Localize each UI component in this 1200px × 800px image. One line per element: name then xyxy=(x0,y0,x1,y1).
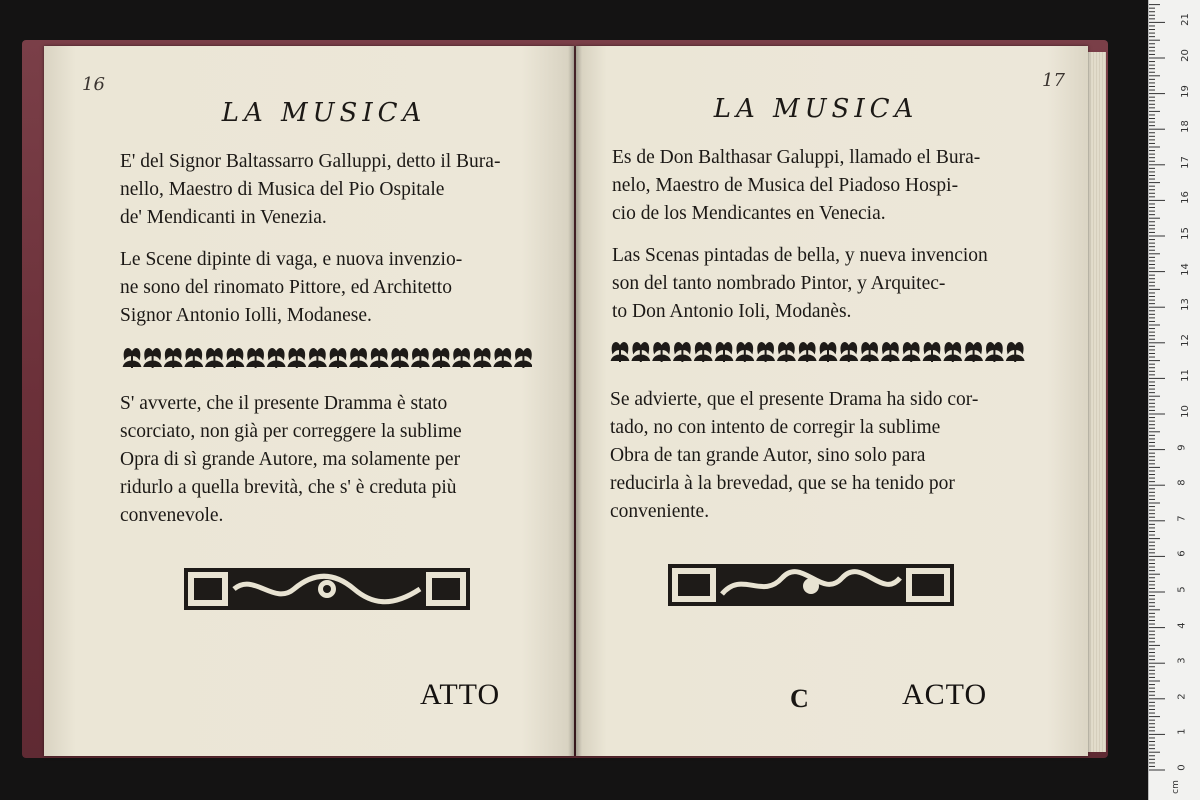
left-paragraph-2: Le Scene dipinte di vaga, e nuova invenzio- ne sono del rinomato Pittore, ed Architetto Signor Antonio Iolli, Modanese. xyxy=(120,249,463,326)
fleuron-icon xyxy=(145,349,161,368)
fleuron-icon xyxy=(227,349,243,368)
ruler-ticks xyxy=(1149,0,1200,800)
ruler-number: 20 xyxy=(1179,49,1191,62)
ruler-number: 11 xyxy=(1179,369,1191,383)
ruler-number: 3 xyxy=(1176,657,1188,664)
fleuron-icon xyxy=(799,343,815,362)
ruler-number: 2 xyxy=(1176,693,1188,700)
left-page xyxy=(44,46,574,756)
tailpiece-ornament xyxy=(668,564,954,606)
fleuron-icon xyxy=(654,343,670,362)
fleuron-icon xyxy=(289,349,305,368)
ruler-number: 12 xyxy=(1179,333,1191,347)
fleuron-icon xyxy=(454,349,470,368)
fleuron-rule xyxy=(122,344,532,370)
fleuron-icon xyxy=(474,349,490,368)
fleuron-icon xyxy=(495,349,511,368)
fleuron-icon xyxy=(737,343,753,362)
fleuron-icon xyxy=(903,343,919,362)
fleuron-icon xyxy=(412,349,428,368)
right-page-number: 17 xyxy=(1042,70,1065,91)
ruler-number: 21 xyxy=(1179,13,1191,27)
fleuron-icon xyxy=(351,349,367,368)
left-heading: LA MUSICA xyxy=(221,98,427,128)
ruler-number: 17 xyxy=(1179,155,1191,169)
fleuron-icon xyxy=(966,343,982,362)
ruler-number: 13 xyxy=(1179,298,1191,312)
ruler-number: 1 xyxy=(1176,728,1188,736)
fleuron-rule xyxy=(610,338,1026,364)
fleuron-icon xyxy=(1007,343,1023,362)
fleuron-icon xyxy=(986,343,1002,362)
fleuron-icon xyxy=(695,343,711,362)
fleuron-icon xyxy=(186,349,202,368)
fleuron-icon xyxy=(862,343,878,362)
fleuron-icon xyxy=(433,349,449,368)
ruler-number: 16 xyxy=(1179,191,1191,205)
fleuron-icon xyxy=(945,343,961,362)
fleuron-icon xyxy=(124,349,140,368)
ruler-number: 6 xyxy=(1176,550,1188,558)
fleuron-icon xyxy=(248,349,264,368)
fleuron-icon xyxy=(633,343,649,362)
ruler-number: 5 xyxy=(1176,586,1188,593)
ruler-unit-label: cm xyxy=(1170,780,1181,794)
ruler-number: 19 xyxy=(1179,84,1191,98)
page-edges xyxy=(1088,52,1106,752)
fleuron-icon xyxy=(309,349,325,368)
fleuron-icon xyxy=(674,343,690,362)
ruler-number: 9 xyxy=(1176,443,1188,451)
right-paragraph-1: Es de Don Balthasar Galuppi, llamado el Bura- nelo, Maestro de Musica del Piadoso Hospi- cio de los Mendicantes en Venecia. xyxy=(612,147,981,224)
fleuron-icon xyxy=(924,343,940,362)
book-gutter xyxy=(568,46,582,756)
right-catchword: ACTO xyxy=(902,678,988,711)
right-page xyxy=(576,46,1088,756)
fleuron-icon xyxy=(716,343,732,362)
fleuron-icon xyxy=(392,349,408,368)
signature-mark: C xyxy=(790,684,809,713)
fleuron-icon xyxy=(268,349,284,368)
fleuron-icon xyxy=(165,349,181,368)
fleuron-icon xyxy=(515,349,531,368)
fleuron-icon xyxy=(841,343,857,362)
right-paragraph-3: Se advierte, que el presente Drama ha sido cor- tado, no con intento de corregir la sublime Obra de tan grande Autor, sino solo para reducirla à la brevedad, que se ha tenido por conveniente. xyxy=(610,389,979,522)
ruler-number: 8 xyxy=(1176,479,1188,486)
left-paragraph-3: S' avverte, che il presente Dramma è stato scorciato, non già per correggere la sublime Opra di sì grande Autore, ma solamente per ridurlo a quella brevità, che s' è creduta più convenevole. xyxy=(120,393,462,526)
ruler-number: 0 xyxy=(1176,764,1188,771)
right-heading: LA MUSICA xyxy=(713,94,919,124)
fleuron-icon xyxy=(371,349,387,368)
ruler-number: 4 xyxy=(1176,621,1188,629)
fleuron-icon xyxy=(330,349,346,368)
ruler-number: 10 xyxy=(1179,405,1191,418)
ruler-number: 18 xyxy=(1179,120,1191,134)
right-paragraph-2: Las Scenas pintadas de bella, y nueva invencion son del tanto nombrado Pintor, y Arquitec- to Don Antonio Ioli, Modanès. xyxy=(612,245,988,322)
tailpiece-ornament xyxy=(184,568,470,610)
left-page-number: 16 xyxy=(82,74,105,95)
ruler-number: 14 xyxy=(1179,262,1191,276)
left-paragraph-1: E' del Signor Baltassarro Galluppi, detto il Bura- nello, Maestro di Musica del Pio Ospitale de' Mendicanti in Venezia. xyxy=(120,151,501,228)
ruler-number: 15 xyxy=(1179,227,1191,240)
left-catchword: ATTO xyxy=(420,678,501,711)
measurement-ruler xyxy=(1148,0,1200,800)
fleuron-icon xyxy=(612,343,628,362)
ruler-number: 7 xyxy=(1176,515,1188,522)
fleuron-icon xyxy=(758,343,774,362)
fleuron-icon xyxy=(882,343,898,362)
fleuron-icon xyxy=(820,343,836,362)
fleuron-icon xyxy=(778,343,794,362)
fleuron-icon xyxy=(206,349,222,368)
